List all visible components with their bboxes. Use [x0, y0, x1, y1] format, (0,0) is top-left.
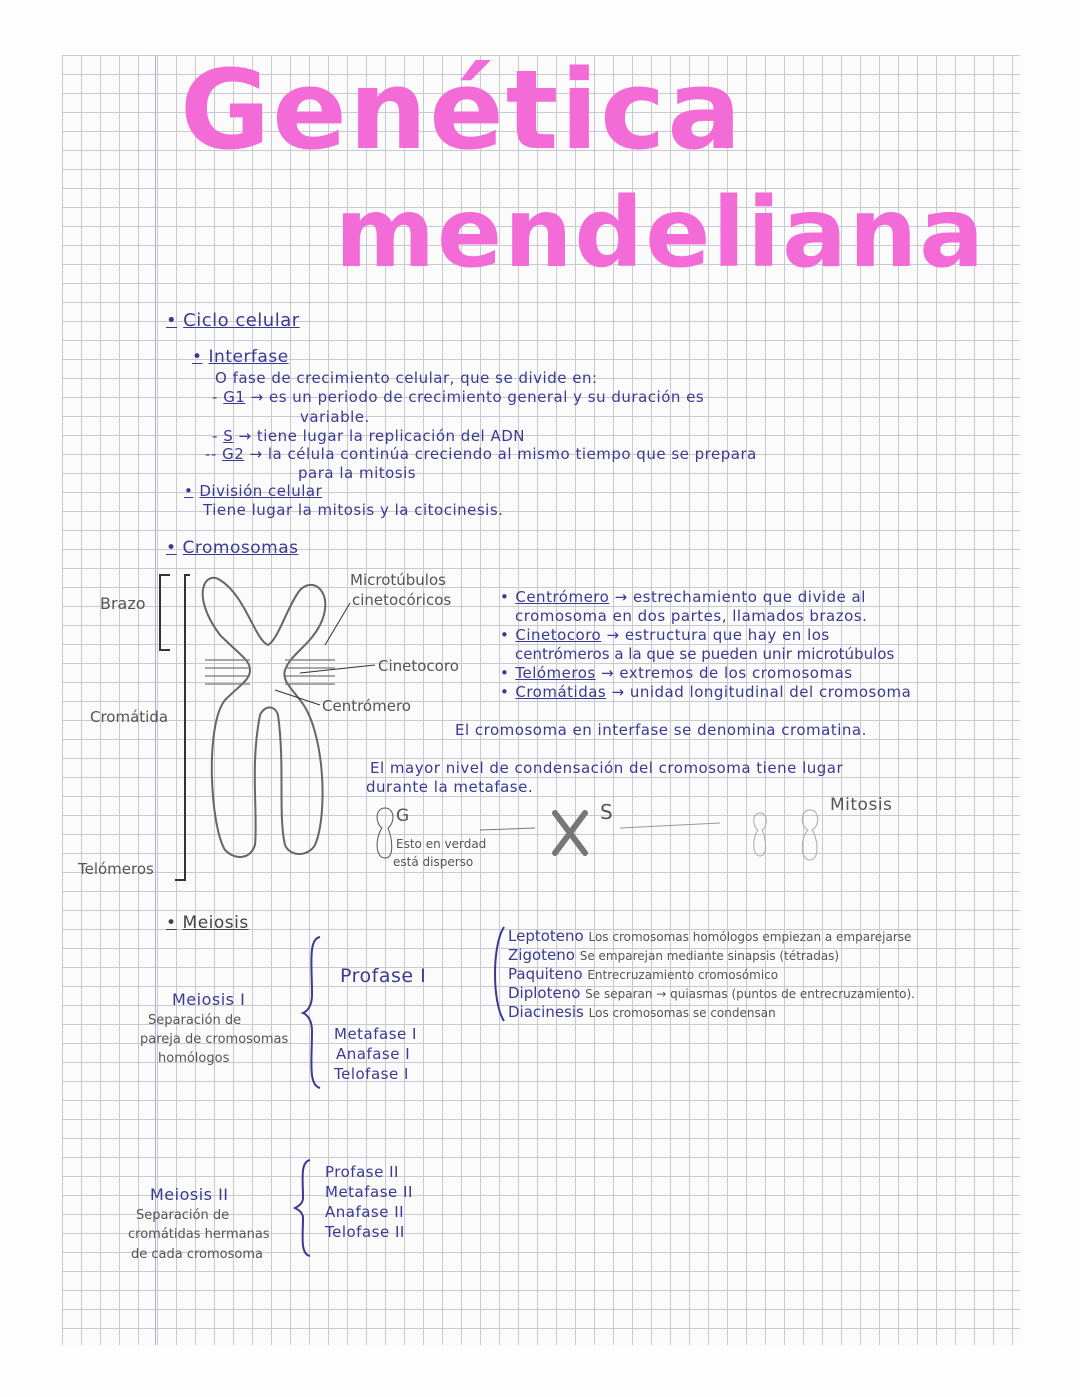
def-text-2: cromosoma en dos partes, llamados brazos. — [515, 607, 868, 625]
meiosis1-brace — [300, 935, 324, 1090]
meiosis1-phase: Anafase I — [336, 1045, 411, 1063]
profase-stages-list — [508, 927, 915, 1022]
meiosis1-phase: Telofase I — [334, 1065, 409, 1083]
def-text: → extremos de los cromosomas — [601, 664, 853, 682]
label-microtubulos: Microtúbulos — [350, 571, 446, 589]
label-brazo: Brazo — [100, 594, 146, 613]
stage-text: Los cromosomas se condensan — [588, 1006, 776, 1020]
stage-text: Se separan → quiasmas (puntos de entrecruzamiento). — [585, 987, 915, 1001]
stage-term: Diploteno — [508, 984, 581, 1002]
stage-text: Se emparejan mediante sinapsis (tétradas) — [579, 949, 840, 963]
stage-term: Leptoteno — [508, 927, 584, 945]
note-condensacion: El mayor nivel de condensación del cromosoma tiene lugar — [370, 759, 844, 777]
meiosis1-desc: pareja de cromosomas — [140, 1032, 289, 1047]
g2-label: G2 — [222, 445, 245, 463]
stage-g-note-2: está disperso — [393, 855, 474, 869]
def-text: → estrechamiento que divide al — [614, 588, 866, 606]
stage-g: G — [396, 806, 410, 826]
title-line-1: Genética — [180, 46, 744, 174]
g1-text-2: variable. — [300, 408, 370, 426]
def-term: Centrómero — [515, 588, 610, 606]
meiosis1-title: Meiosis I — [172, 990, 246, 1009]
division-text: Tiene lugar la mitosis y la citocinesis. — [203, 501, 504, 519]
interfase-heading: • Interfase — [192, 347, 289, 367]
interfase-intro: O fase de crecimiento celular, que se divide en: — [215, 369, 598, 387]
meiosis2-phase: Profase II — [325, 1163, 399, 1181]
meiosis-heading: • Meiosis — [166, 913, 249, 933]
stage-term: Zigoteno — [508, 946, 575, 964]
def-term: Cinetocoro — [515, 626, 602, 644]
meiosis2-brace — [292, 1158, 314, 1258]
ciclo-heading: • Ciclo celular — [166, 310, 300, 332]
meiosis2-title: Meiosis II — [150, 1185, 229, 1204]
label-telomeros: Telómeros — [78, 860, 154, 878]
title-line-2: mendeliana — [335, 177, 987, 289]
def-term: Telómeros — [515, 664, 596, 682]
cromosomas-heading: • Cromosomas — [166, 538, 298, 558]
division-heading: • División celular — [184, 482, 322, 500]
meiosis1-desc: Separación de — [148, 1013, 242, 1028]
note-metafase: durante la metafase. — [366, 778, 534, 796]
meiosis2-desc: cromátidas hermanas — [128, 1227, 270, 1242]
stage-s: S — [600, 800, 614, 824]
label-cinetocoro: Cinetocoro — [378, 657, 459, 675]
def-text: → estructura que hay en los — [606, 626, 830, 644]
g1-text: → es un periodo de crecimiento general y su duración es — [250, 388, 705, 406]
meiosis2-phase: Anafase II — [325, 1203, 405, 1221]
s-text: → tiene lugar la replicación del ADN — [238, 427, 526, 445]
stage-term: Diacinesis — [508, 1003, 584, 1021]
meiosis1-desc: homólogos — [158, 1051, 230, 1066]
g1-label: G1 — [223, 388, 246, 406]
s-label: S — [223, 427, 234, 445]
stage-mitosis: Mitosis — [830, 795, 893, 815]
stage-term: Paquiteno — [508, 965, 583, 983]
stage-text: Los cromosomas homólogos empiezan a emparejarse — [588, 930, 912, 944]
g2-text: → la célula continúa creciendo al mismo tiempo que se prepara — [249, 445, 757, 463]
label-cinetocoricos: cinetocóricos — [352, 591, 452, 609]
label-cromatida: Cromátida — [90, 708, 169, 726]
def-term: Cromátidas — [515, 683, 607, 701]
stage-text: Entrecruzamiento cromosómico — [587, 968, 779, 982]
meiosis2-phase: Metafase II — [325, 1183, 413, 1201]
label-centromero: Centrómero — [322, 697, 411, 715]
meiosis1-phase: Profase I — [340, 965, 427, 987]
meiosis1-phase: Metafase I — [334, 1025, 417, 1043]
meiosis2-phase: Telofase II — [325, 1223, 405, 1241]
note-cromatina: El cromosoma en interfase se denomina cromatina. — [455, 721, 867, 739]
meiosis2-desc: Separación de — [136, 1208, 230, 1223]
def-text: → unidad longitudinal del cromosoma — [611, 683, 912, 701]
stage-g-note-1: Esto en verdad — [396, 837, 487, 851]
profase-brace — [490, 925, 506, 1023]
def-text-2: centrómeros a la que se pueden unir microtúbulos — [515, 645, 895, 663]
g2-text-2: para la mitosis — [298, 464, 417, 482]
meiosis2-desc: de cada cromosoma — [131, 1247, 263, 1262]
